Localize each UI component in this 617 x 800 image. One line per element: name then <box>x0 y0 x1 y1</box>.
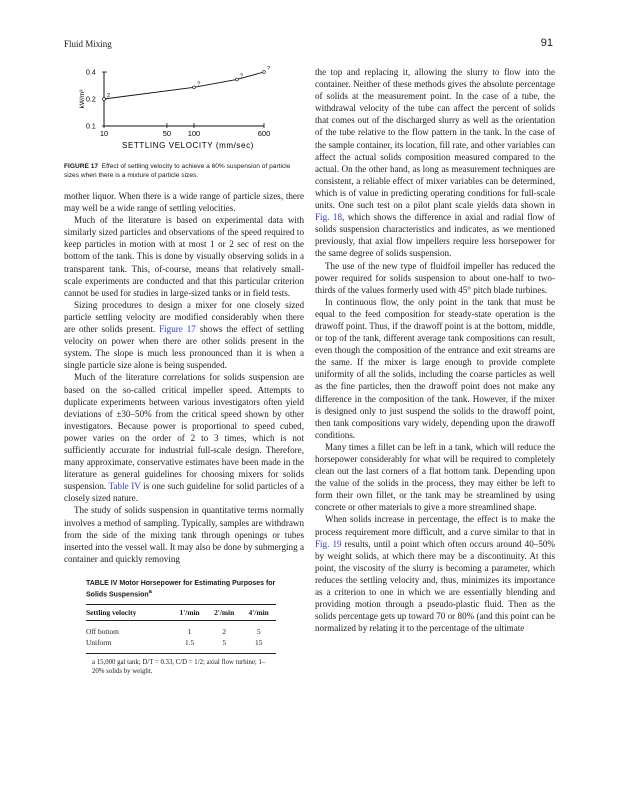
table-iv-footnote: a 15,000 gal tank; D/T = 0.33, C/D = 1/2; axial flow turbine; 1–20% solids by weight. <box>92 659 266 676</box>
figure-17-chart <box>64 66 304 158</box>
table-cell: Off bottom <box>86 627 119 637</box>
table-cell: 5 <box>207 637 242 654</box>
table-iv-col-2: 2'/min <box>207 605 242 621</box>
data-point <box>193 86 196 89</box>
table-row <box>86 637 276 654</box>
table-iv-col-1: 1'/min <box>172 605 207 621</box>
right-paragraph-5-a: When solids increase in percentage, the effect is to make the process requirement more difficult, and a curve similar to that in <box>315 514 555 537</box>
x-tick-label: 50 <box>162 129 172 138</box>
left-paragraph-4-b: is one such guideline for solid particles of a closely sized nature. <box>64 481 304 504</box>
point-label: ? <box>196 81 201 88</box>
left-column <box>64 66 304 676</box>
left-paragraph-3 <box>64 299 304 372</box>
x-tick-label: 600 <box>257 129 271 138</box>
right-paragraph-2: The use of the new type of fluidfoil impeller has reduced the power required for solids suspension to about one-half to two-thirds of the values formerly used with 45° pitch blade turbines. <box>315 260 555 295</box>
table-iv-col-4: 4'/min <box>241 605 276 621</box>
page-number: 91 <box>540 37 553 49</box>
table-iv <box>64 579 276 676</box>
page-header <box>64 39 553 53</box>
table-iv-title-text: TABLE IV Motor Horsepower for Estimating Purposes for Solids Suspension <box>86 579 276 599</box>
table-iv-grid <box>86 604 276 654</box>
y-axis-label: kW/m³ <box>79 89 86 109</box>
left-paragraph-4 <box>64 371 304 504</box>
table-cell: 5 <box>256 627 261 637</box>
table-row <box>86 621 276 638</box>
table-iv-link[interactable]: Table IV <box>108 481 141 492</box>
right-paragraph-1-b: , which shows the difference in axial and radial flow of solids suspension characteristics and indicates, as we mentioned previously, that axial flow impellers require less horsepower for the same degree of solids suspension. <box>315 212 555 259</box>
x-axis-label: SETTLING VELOCITY (mm/sec) <box>122 141 254 150</box>
point-label: 2 <box>107 93 111 99</box>
left-paragraph-2: Much of the literature is based on experimental data with similarly sized particles and observations of the speed required to keep particles in motion with at most 1 or 2 sec of rest on the bottom of the tank. This is done by visually observing solids in a transparent tank. This, of-course, means that relatively small-scale experiments are conducted and that this particular criterion cannot be used for studies in large-sized tanks or in field tests. <box>64 215 304 298</box>
right-paragraph-3: In continuous flow, the only point in the tank that must be equal to the feed composition for steady-state operation is the drawoff point. Thus, if the drawoff point is at the bottom, middle, or top of the tank, different average tank compositions can result, even though the composition of the entrance and exit streams are the same. If the mixer is large enough to provide complete uniformity of all the solids, including the coarse particles as well as the fine particles, then the drawoff point does not make any difference in the composition of the tank. However, if the mixer is designed only to just suspend the solids to the drawoff point, then tank compositions vary widely, depending upon the drawoff conditions. <box>315 296 555 440</box>
figure-17-link[interactable]: Figure 17 <box>159 324 196 335</box>
table-iv-header-row <box>86 605 276 621</box>
y-tick-label: 0.4 <box>86 69 96 77</box>
left-paragraph-4-a: Much of the literature correlations for solids suspension are based on the so-called critical impeller speed. Attempts to duplicate experiments between various investigators often yield deviations of ±30–50% from the critical speed shown by other investigators. Because power is proportional to speed cubed, power varies on the order of 2 to 3 times, which is not sufficiently accurate for industrial full-scale design. Therefore, many approximate, conservative estimates have been made in the literature as general guidelines for choosing mixers for solids suspension. <box>64 372 304 492</box>
point-label: ? <box>267 66 271 72</box>
left-paragraph-3-b: shows the effect of settling velocity on power when there are other solids present in the system. The slope is much less pronounced than it is when a single particle size alone is being suspended. <box>64 324 304 371</box>
right-paragraph-4: Many times a fillet can be left in a tank, which will reduce the horsepower considerably for what will be required to completely clean out the last corners of a flat bottom tank. Depending upon the value of the solids in the process, they may either be left to form their own fillet, or the tank may be streamlined by using concrete or other materials to give a more streamlined shape. <box>315 441 555 513</box>
left-paragraph-1: mother liquor. When there is a wide range of particle sizes, there may well be a wide range of settling velocities. <box>64 191 304 214</box>
table-cell: 2 <box>222 627 227 637</box>
right-paragraph-1 <box>315 66 555 260</box>
x-tick-label: 100 <box>187 129 201 138</box>
table-cell: Uniform <box>86 637 172 654</box>
running-title: Fluid Mixing <box>64 39 112 49</box>
right-column <box>315 66 555 634</box>
figure-17-caption <box>64 162 304 180</box>
table-iv-title-mark: a <box>148 588 152 595</box>
table-cell: 1 <box>187 627 192 637</box>
y-tick-label: 0.1 <box>86 123 96 131</box>
table-iv-title <box>86 579 276 599</box>
figure-19-link[interactable]: Fig. 19 <box>315 538 342 549</box>
right-paragraph-5 <box>315 513 555 634</box>
table-iv-col-settling: Settling velocity <box>86 605 172 621</box>
figure-17 <box>64 66 304 158</box>
right-paragraph-1-a: the top and replacing it, allowing the slurry to flow into the container. Neither of these methods gives the absolute percentage of solids at the measurement point. In the case of a tube, the withdrawal velocity of the tube can affect the percent of solids that comes out of the discharged slurry as well as the orientation of the tube relative to the flow pattern in the tank. In the case of the sample container, its location, fill rate, and other variables can affect the actual solids composition measured compared to the actual. On the other hand, as long as measurement techniques are consistent, a reliable effect of mixer variables can be determined, which is of value in predicting operating conditions for full-scale units. One such test on a pilot plant scale yields data shown in <box>315 67 555 211</box>
left-paragraph-3-a: Sizing procedures to design a mixer for one closely sized particle settling velocity are modified considerably when there are other solids present. <box>64 299 304 335</box>
x-tick-label: 10 <box>99 129 109 138</box>
data-point <box>103 98 106 101</box>
table-cell: 1.5 <box>172 637 207 654</box>
left-paragraph-5: The study of solids suspension in quantitative terms normally involves a method of sampling. Typically, samples are withdrawn from the side of the mixing tank through openings or tubes inserted into the vessel wall. It may also be done by submerging a container and quickly removing <box>64 505 304 564</box>
data-point <box>236 78 239 81</box>
figure-18-link[interactable]: Fig. 18 <box>315 212 343 223</box>
right-paragraph-5-b: results, until a point which often occurs around 40–50% by weight solids, at which there may be a discontinuity. At this point, the viscosity of the slurry is becoming a parameter, which reduces the settling velocity and, thus, minimizes its importance as a criterion to one in which we are essentially blending and providing motion through a pseudo-plastic fluid. Then as the solids percentage gets up toward 70 or 80% (and this point can be normalized by relating it to the percentage of the ultimate <box>315 538 555 634</box>
y-tick-label: 0.2 <box>86 96 96 104</box>
table-cell: 15 <box>241 637 276 654</box>
figure-17-caption-label: FIGURE 17 <box>64 163 99 170</box>
figure-17-caption-text: Effect of settling velocity to achieve a 60% suspension of particle sizes when there is a mixture of particle sizes. <box>64 163 291 179</box>
data-point <box>263 71 266 74</box>
point-label: ? <box>239 73 243 80</box>
